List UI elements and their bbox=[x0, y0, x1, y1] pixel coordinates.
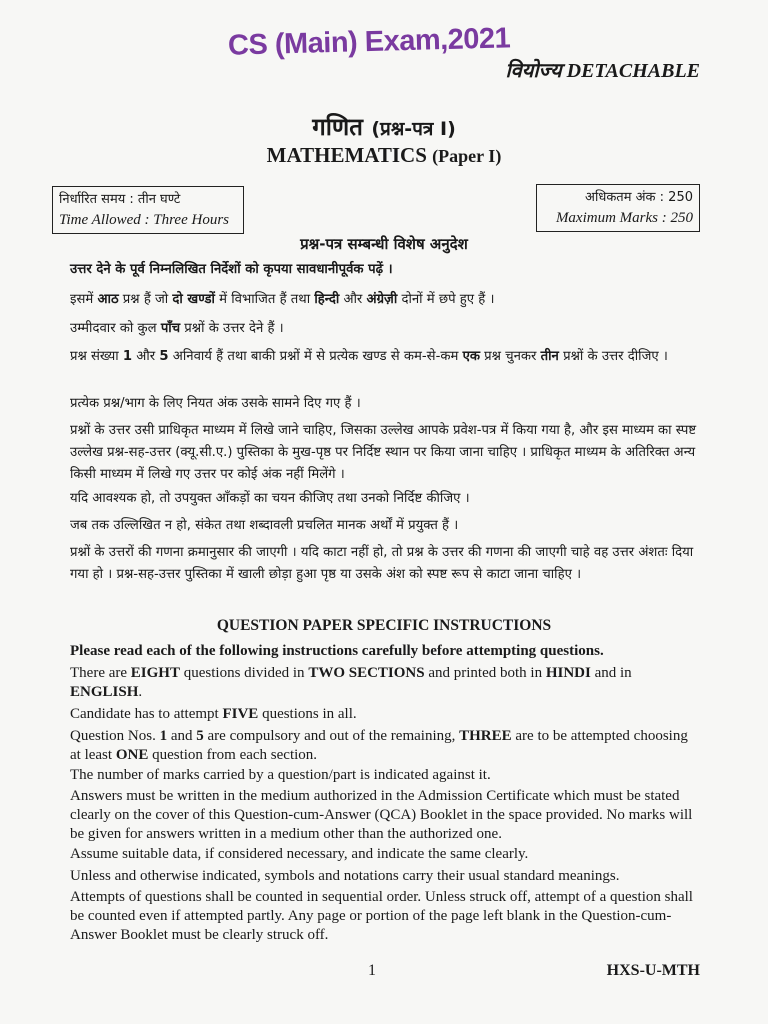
subject-english-main: MATHEMATICS bbox=[266, 143, 427, 167]
text: और bbox=[339, 292, 367, 307]
text: and in bbox=[590, 665, 632, 681]
subject-title-hindi bbox=[0, 110, 768, 143]
hindi-instruction-4: प्रत्येक प्रश्न/भाग के लिए नियत अंक उसके सामने दिए गए हैं । bbox=[70, 396, 361, 411]
hindi-instruction-1 bbox=[70, 289, 698, 311]
hindi-instruction-2 bbox=[70, 318, 698, 340]
english-instruction-7: Unless and otherwise indicated, symbols and notations carry their usual standard meanings. bbox=[70, 868, 620, 884]
text-bold: आठ bbox=[97, 292, 119, 307]
text: प्रश्न संख्या bbox=[70, 349, 123, 364]
subject-hindi-main: गणित bbox=[312, 113, 363, 141]
subject-english-paper: (Paper I) bbox=[432, 146, 502, 166]
english-instruction-2 bbox=[70, 705, 700, 724]
text: इसमें bbox=[70, 292, 98, 307]
text: अनिवार्य हैं तथा बाकी प्रश्नों में से प्रत्येक खण्ड से कम-से-कम bbox=[168, 349, 463, 364]
text-bold: हिन्दी bbox=[314, 292, 340, 307]
time-allowed-english: Time Allowed : Three Hours bbox=[59, 212, 230, 228]
text-bold: अंग्रेज़ी bbox=[366, 292, 398, 307]
text: Question Nos. bbox=[70, 728, 160, 744]
text-bold: पाँच bbox=[160, 321, 181, 336]
text: and printed both in bbox=[424, 665, 546, 681]
exam-title-handwritten: CS (Main) Exam,2021 bbox=[227, 22, 511, 62]
text-bold: एक bbox=[462, 349, 480, 364]
text: प्रश्नों के उत्तर देने हैं । bbox=[180, 321, 284, 336]
text-bold: EIGHT bbox=[130, 665, 180, 681]
english-instruction-5: Answers must be written in the medium authorized in the Admission Certificate which must be stated clearly on the cover of this Question-cum-Answer (QCA) Booklet in the space provided. No marks will be given for answers written in a medium other than the authorized one. bbox=[70, 788, 693, 842]
text: There are bbox=[70, 665, 131, 681]
text-bold: HINDI bbox=[545, 665, 591, 681]
text: में विभाजित हैं तथा bbox=[214, 292, 315, 307]
text: questions in all. bbox=[258, 706, 357, 722]
text: प्रश्न चुनकर bbox=[479, 349, 541, 364]
detachable-label bbox=[506, 56, 701, 83]
text-bold: TWO SECTIONS bbox=[308, 665, 425, 681]
text-bold: 5 bbox=[159, 349, 169, 364]
maximum-marks-box bbox=[536, 184, 700, 232]
english-instructions-intro: Please read each of the following instructions carefully before attempting questions. bbox=[70, 643, 604, 659]
subject-title-english bbox=[0, 143, 768, 168]
english-instruction-6: Assume suitable data, if considered necessary, and indicate the same clearly. bbox=[70, 846, 529, 862]
time-allowed-hindi: निर्धारित समय : तीन घण्टे bbox=[59, 192, 181, 207]
text-bold: 1 bbox=[122, 349, 133, 364]
text: are compulsory and out of the remaining, bbox=[203, 728, 460, 744]
hindi-instruction-8: प्रश्नों के उत्तरों की गणना क्रमानुसार की जाएगी । यदि काटा नहीं हो, तो प्रश्न के उत्तर की गणना की जाएगी चाहे वह उत्तर अंशतः दिया गया हो । प्रश्न-सह-उत्तर पुस्तिका में खाली छोड़ा हुआ पृष्ठ या उसके अंश को स्पष्ट रूप से काटा जाना चाहिए । bbox=[70, 545, 694, 582]
text-bold: THREE bbox=[459, 728, 512, 744]
detachable-hindi: वियोज्य bbox=[505, 58, 562, 82]
english-instruction-3 bbox=[70, 727, 700, 765]
text-bold: 5 bbox=[196, 728, 204, 744]
text-bold: ONE bbox=[115, 747, 149, 763]
time-allowed-box bbox=[52, 186, 244, 234]
detachable-english: DETACHABLE bbox=[566, 60, 700, 82]
page-number: 1 bbox=[368, 962, 376, 979]
hindi-instruction-3 bbox=[70, 346, 698, 368]
english-instruction-4: The number of marks carried by a question/part is indicated against it. bbox=[70, 767, 491, 783]
text: उम्मीदवार को कुल bbox=[70, 321, 161, 336]
text: और bbox=[132, 349, 160, 364]
hindi-instruction-6: यदि आवश्यक हो, तो उपयुक्त आँकड़ों का चयन कीजिए तथा उनको निर्दिष्ट कीजिए । bbox=[70, 491, 470, 506]
english-instruction-1 bbox=[70, 664, 700, 702]
text: are to be attempted choosing at least bbox=[70, 728, 688, 763]
text: प्रश्नों के उत्तर दीजिए । bbox=[558, 349, 668, 364]
text-bold: FIVE bbox=[222, 706, 259, 722]
text-bold: 1 bbox=[159, 728, 168, 744]
text-bold: तीन bbox=[540, 349, 559, 364]
text: and bbox=[167, 728, 197, 744]
hindi-instructions-heading: प्रश्न-पत्र सम्बन्धी विशेष अनुदेश bbox=[300, 235, 468, 253]
hindi-instruction-7: जब तक उल्लिखित न हो, संकेत तथा शब्दावली प्रचलित मानक अर्थों में प्रयुक्त हैं । bbox=[70, 518, 459, 533]
hindi-instruction-5: प्रश्नों के उत्तर उसी प्राधिकृत माध्यम में लिखे जाने चाहिए, जिसका उल्लेख आपके प्रवेश-पत्र में किया गया है, और इस माध्यम का स्पष्ट उल्लेख प्रश्न-सह-उत्तर (क्यू.सी.ए.) पुस्तिका के मुख-पृष्ठ पर निर्दिष्ट स्थान पर किया जाना चाहिए । प्राधिकृत माध्यम के अतिरिक्त अन्य किसी माध्यम में लिखे गए उत्तर पर कोई अंक नहीं मिलेंगे । bbox=[70, 423, 697, 482]
paper-code: HXS-U-MTH bbox=[606, 962, 700, 979]
text-bold: दो खण्डों bbox=[172, 292, 215, 307]
maximum-marks-hindi: अधिकतम अंक : 250 bbox=[585, 190, 693, 205]
maximum-marks-english: Maximum Marks : 250 bbox=[555, 210, 693, 226]
text: questions divided in bbox=[179, 665, 309, 681]
subject-hindi-paper: (प्रश्न-पत्र I) bbox=[371, 118, 456, 140]
hindi-instructions-intro: उत्तर देने के पूर्व निम्नलिखित निर्देशों को कृपया सावधानीपूर्वक पढ़ें । bbox=[70, 262, 393, 277]
text: . bbox=[138, 684, 143, 700]
text-bold: ENGLISH bbox=[70, 684, 139, 700]
text: प्रश्न हैं जो bbox=[118, 292, 173, 307]
text: Candidate has to attempt bbox=[70, 706, 223, 722]
english-instructions-heading: QUESTION PAPER SPECIFIC INSTRUCTIONS bbox=[216, 617, 552, 634]
text: दोनों में छपे हुए हैं । bbox=[397, 292, 495, 307]
text: question from each section. bbox=[148, 747, 318, 763]
english-instruction-8: Attempts of questions shall be counted in sequential order. Unless struck off, attempt of a question shall be counted even if attempted partly. Any page or portion of the page left blank in the Question-cum-Answer Booklet must be clearly struck off. bbox=[70, 889, 693, 943]
